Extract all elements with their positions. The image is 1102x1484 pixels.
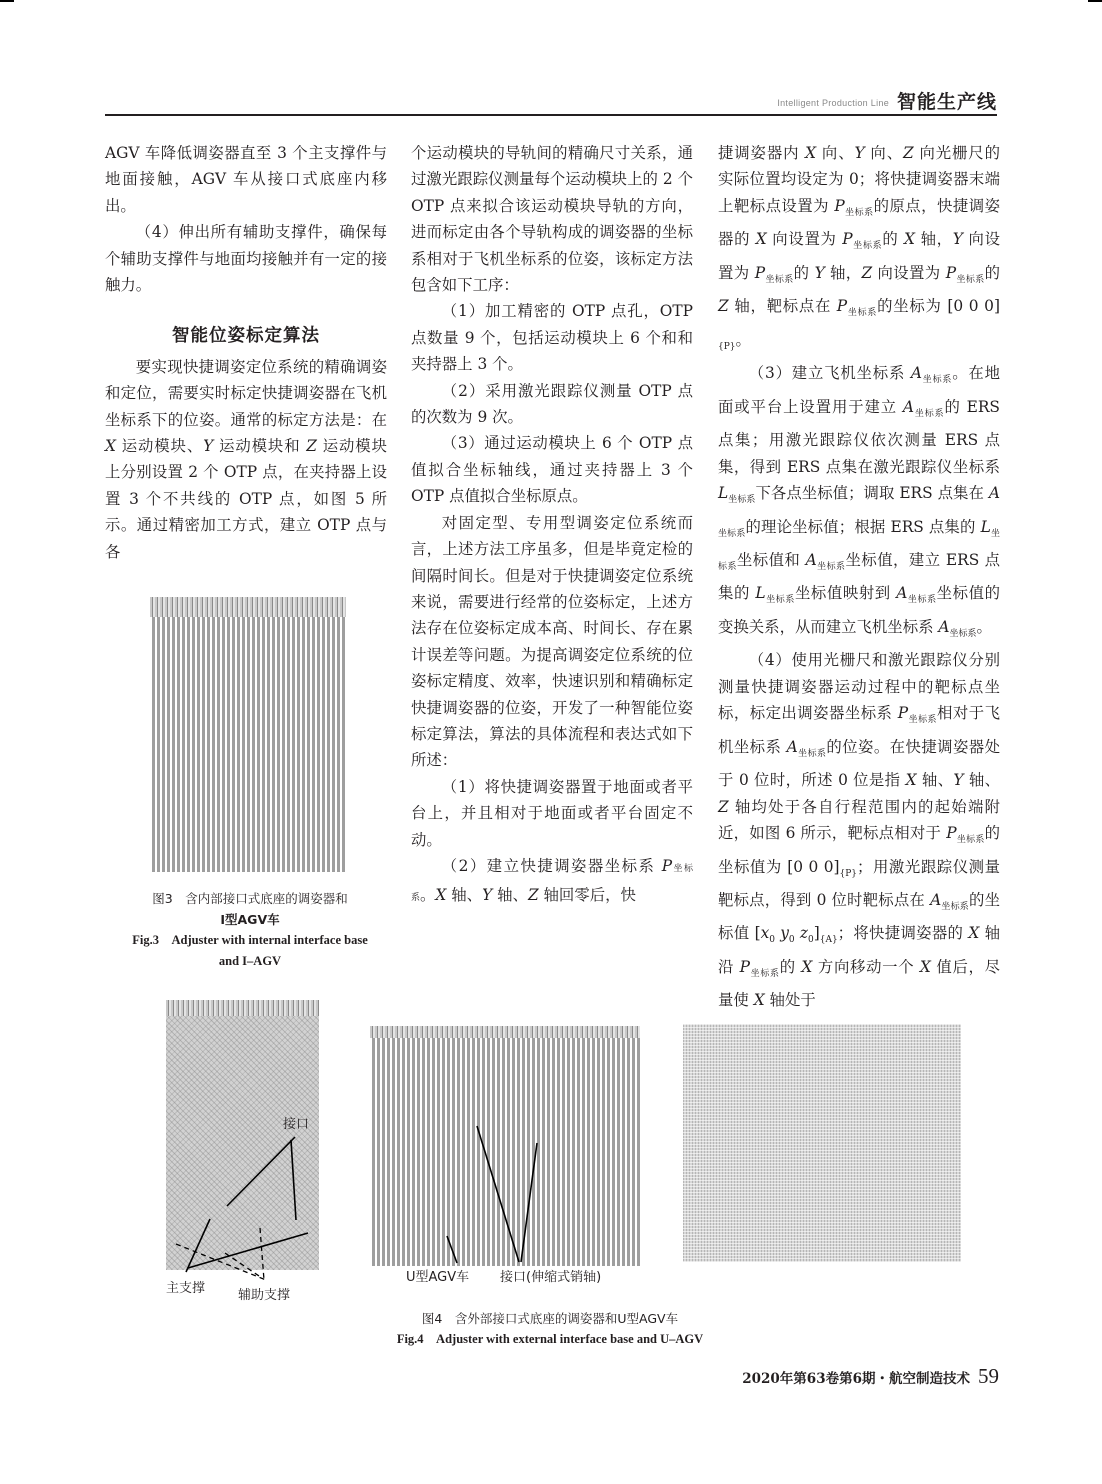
dashed-leader-line [260, 1228, 264, 1280]
paragraph: 对固定型、专用型调姿定位系统而言，上述方法工序虽多，但是毕竟定检的间隔时间长。但是对于快捷调姿定位系统来说，需要进行经常的位姿标定，上述方法存在位姿标定成本高、时间长、存在累计误差等问题。为提高调姿定位系统的位姿标定精度、效率，快速识别和精确标定快捷调姿器的位姿，开发了一种智能位姿标定算法，算法的具体流程和表达式如下所述： [411, 513, 693, 770]
paragraph: AGV 车降低调姿器直至 3 个主支撑件与地面接触，AGV 车从接口式底座内移出。 [105, 144, 387, 215]
paragraph: （3）建立飞机坐标系 $A_{坐标系}$。在地面或平台上设置用于建立 $A_{坐标系}$的 ERS 点集；用激光跟踪仪依次测量 ERS 点集，得到 ERS 点集在激光跟踪仪坐标系 $L_{坐标系}$下各点坐标值；调取 ERS 点集在 $A_{坐标系}$的理论坐标值；根据 ERS 点集的 $L_{坐标系}$坐标值和 $A_{坐标系}$坐标值，建立 ERS 点集的 $L_{坐标系}$坐标值映射到 $A_{坐标系}$坐标值的变换关系，从而建立飞机坐标系 $A_{坐标系}$。 [718, 364, 1000, 640]
paragraph: 捷调姿器内 X 向、Y 向、Z 向光栅尺的实际位置均设定为 0；将快捷调姿器末端上靶标点设置为 $P_{坐标系}$的原点，快捷调姿器的 X 向设置为 $P_{坐标系}$的 X 轴，Y 向设置为 $P_{坐标系}$的 Y 轴，Z 向设置为 $P_{坐标系}$的 Z 轴，靶标点在 $P_{坐标系}$的坐标为 [0 0 $0]_{\{P\}}$。 [718, 144, 1000, 352]
header-chinese: 智能生产线 [896, 91, 997, 113]
page-footer [742, 1364, 999, 1389]
paragraph: 要实现快捷调姿定位系统的精确调姿和定位，需要实时标定快捷调姿器在飞机坐标系下的位姿。通常的标定方法是：在 X 运动模块、Y 运动模块和 Z 运动模块上分别设置 2 个 OTP 点，在夹持器上设置 3 个不共线的 OTP 点，如图 5 所示。通过精密加工方式，建立 OTP 点与各 [105, 357, 387, 561]
leader-line [447, 1236, 457, 1263]
leader-line [186, 1219, 210, 1272]
label-u-agv: U型AGV车 [406, 1270, 470, 1285]
paragraph: （3）通过运动模块上 6 个 OTP 点值拟合坐标轴线，通过夹持器上 3 个 OTP 点值拟合坐标原点。 [411, 434, 693, 506]
label-main-support: 主支撑 [166, 1281, 206, 1296]
leader-line [188, 1233, 308, 1268]
leader-line [477, 1126, 519, 1262]
header-english: Intelligent Production Line [777, 98, 889, 108]
figure-4-caption: 图4 含外部接口式底座的调姿器和U型AGV车 Fig.4 Adjuster with external interface base and U–AGV [396, 1311, 704, 1346]
leader-line [227, 1137, 295, 1206]
paragraph: （4）伸出所有辅助支撑件，确保每个辅助支撑件与地面均接触并有一定的接触力。 [105, 223, 387, 295]
leader-line [521, 1143, 537, 1262]
paragraph: （4）使用光栅尺和激光跟踪仪分别测量快捷调姿器运动过程中的靶标点坐标，标定出调姿器坐标系 $P_{坐标系}$相对于飞机坐标系 $A_{坐标系}$的位姿。在快捷调姿器处于 0 位时，所述 0 位是指 X 轴、Y 轴、Z 轴均处于各自行程范围内的起始端附近，如图 6 所示，靶标点相对于 $P_{坐标系}$的坐标值为 [0 0 $0]_{\{P\}}$；用激光跟踪仪测量靶标点，得到 0 位时靶标点在 $A_{坐标系}$的坐标值 [$x_0$ $y_0$ $z_0]_{\{A\}}$；将快捷调姿器的 X 轴沿 $P_{坐标系}$的 X 方向移动一个 X 值后，尽量使 X 轴处于 [718, 651, 1000, 1010]
section-heading: 智能位姿标定算法 [172, 326, 320, 347]
paragraph: （1）加工精密的 OTP 点孔，OTP 点数量 9 个，包括运动模块上 6 个和和夹持器上 3 个。 [411, 302, 693, 374]
journal-info: 2020年第63卷第6期・航空制造技术 [742, 1371, 970, 1387]
figure-3-caption: 图3 含内部接口式底座的调姿器和 I型AGV车 Fig.3 Adjuster with internal interface base and I–AGV [132, 891, 368, 968]
leader-line [291, 1140, 296, 1220]
label-interface-pin: 接口(伸缩式销轴) [500, 1270, 602, 1285]
paragraph: （1）将快捷调姿器置于地面或者平台上，并且相对于地面或者平台固定不动。 [411, 777, 693, 849]
page-number: 59 [978, 1364, 999, 1388]
paragraph: 个运动模块的导轨间的精确尺寸关系，通过激光跟踪仪测量每个运动模块上的 2 个 OTP 点来拟合该运动模块导轨的方向，进而标定由各个导轨构成的调姿器的坐标系相对于飞机坐标系的位姿，该标定方法包含如下工序： [411, 144, 693, 295]
label-aux-support: 辅助支撑 [238, 1288, 291, 1303]
paragraph: （2）采用激光跟踪仪测量 OTP 点的次数为 9 次。 [411, 381, 693, 427]
paragraph: （2）建立快捷调姿器坐标系 P坐标系。X 轴、Y 轴、Z 轴回零后，快 [411, 856, 693, 905]
label-interface: 接口 [283, 1117, 310, 1132]
